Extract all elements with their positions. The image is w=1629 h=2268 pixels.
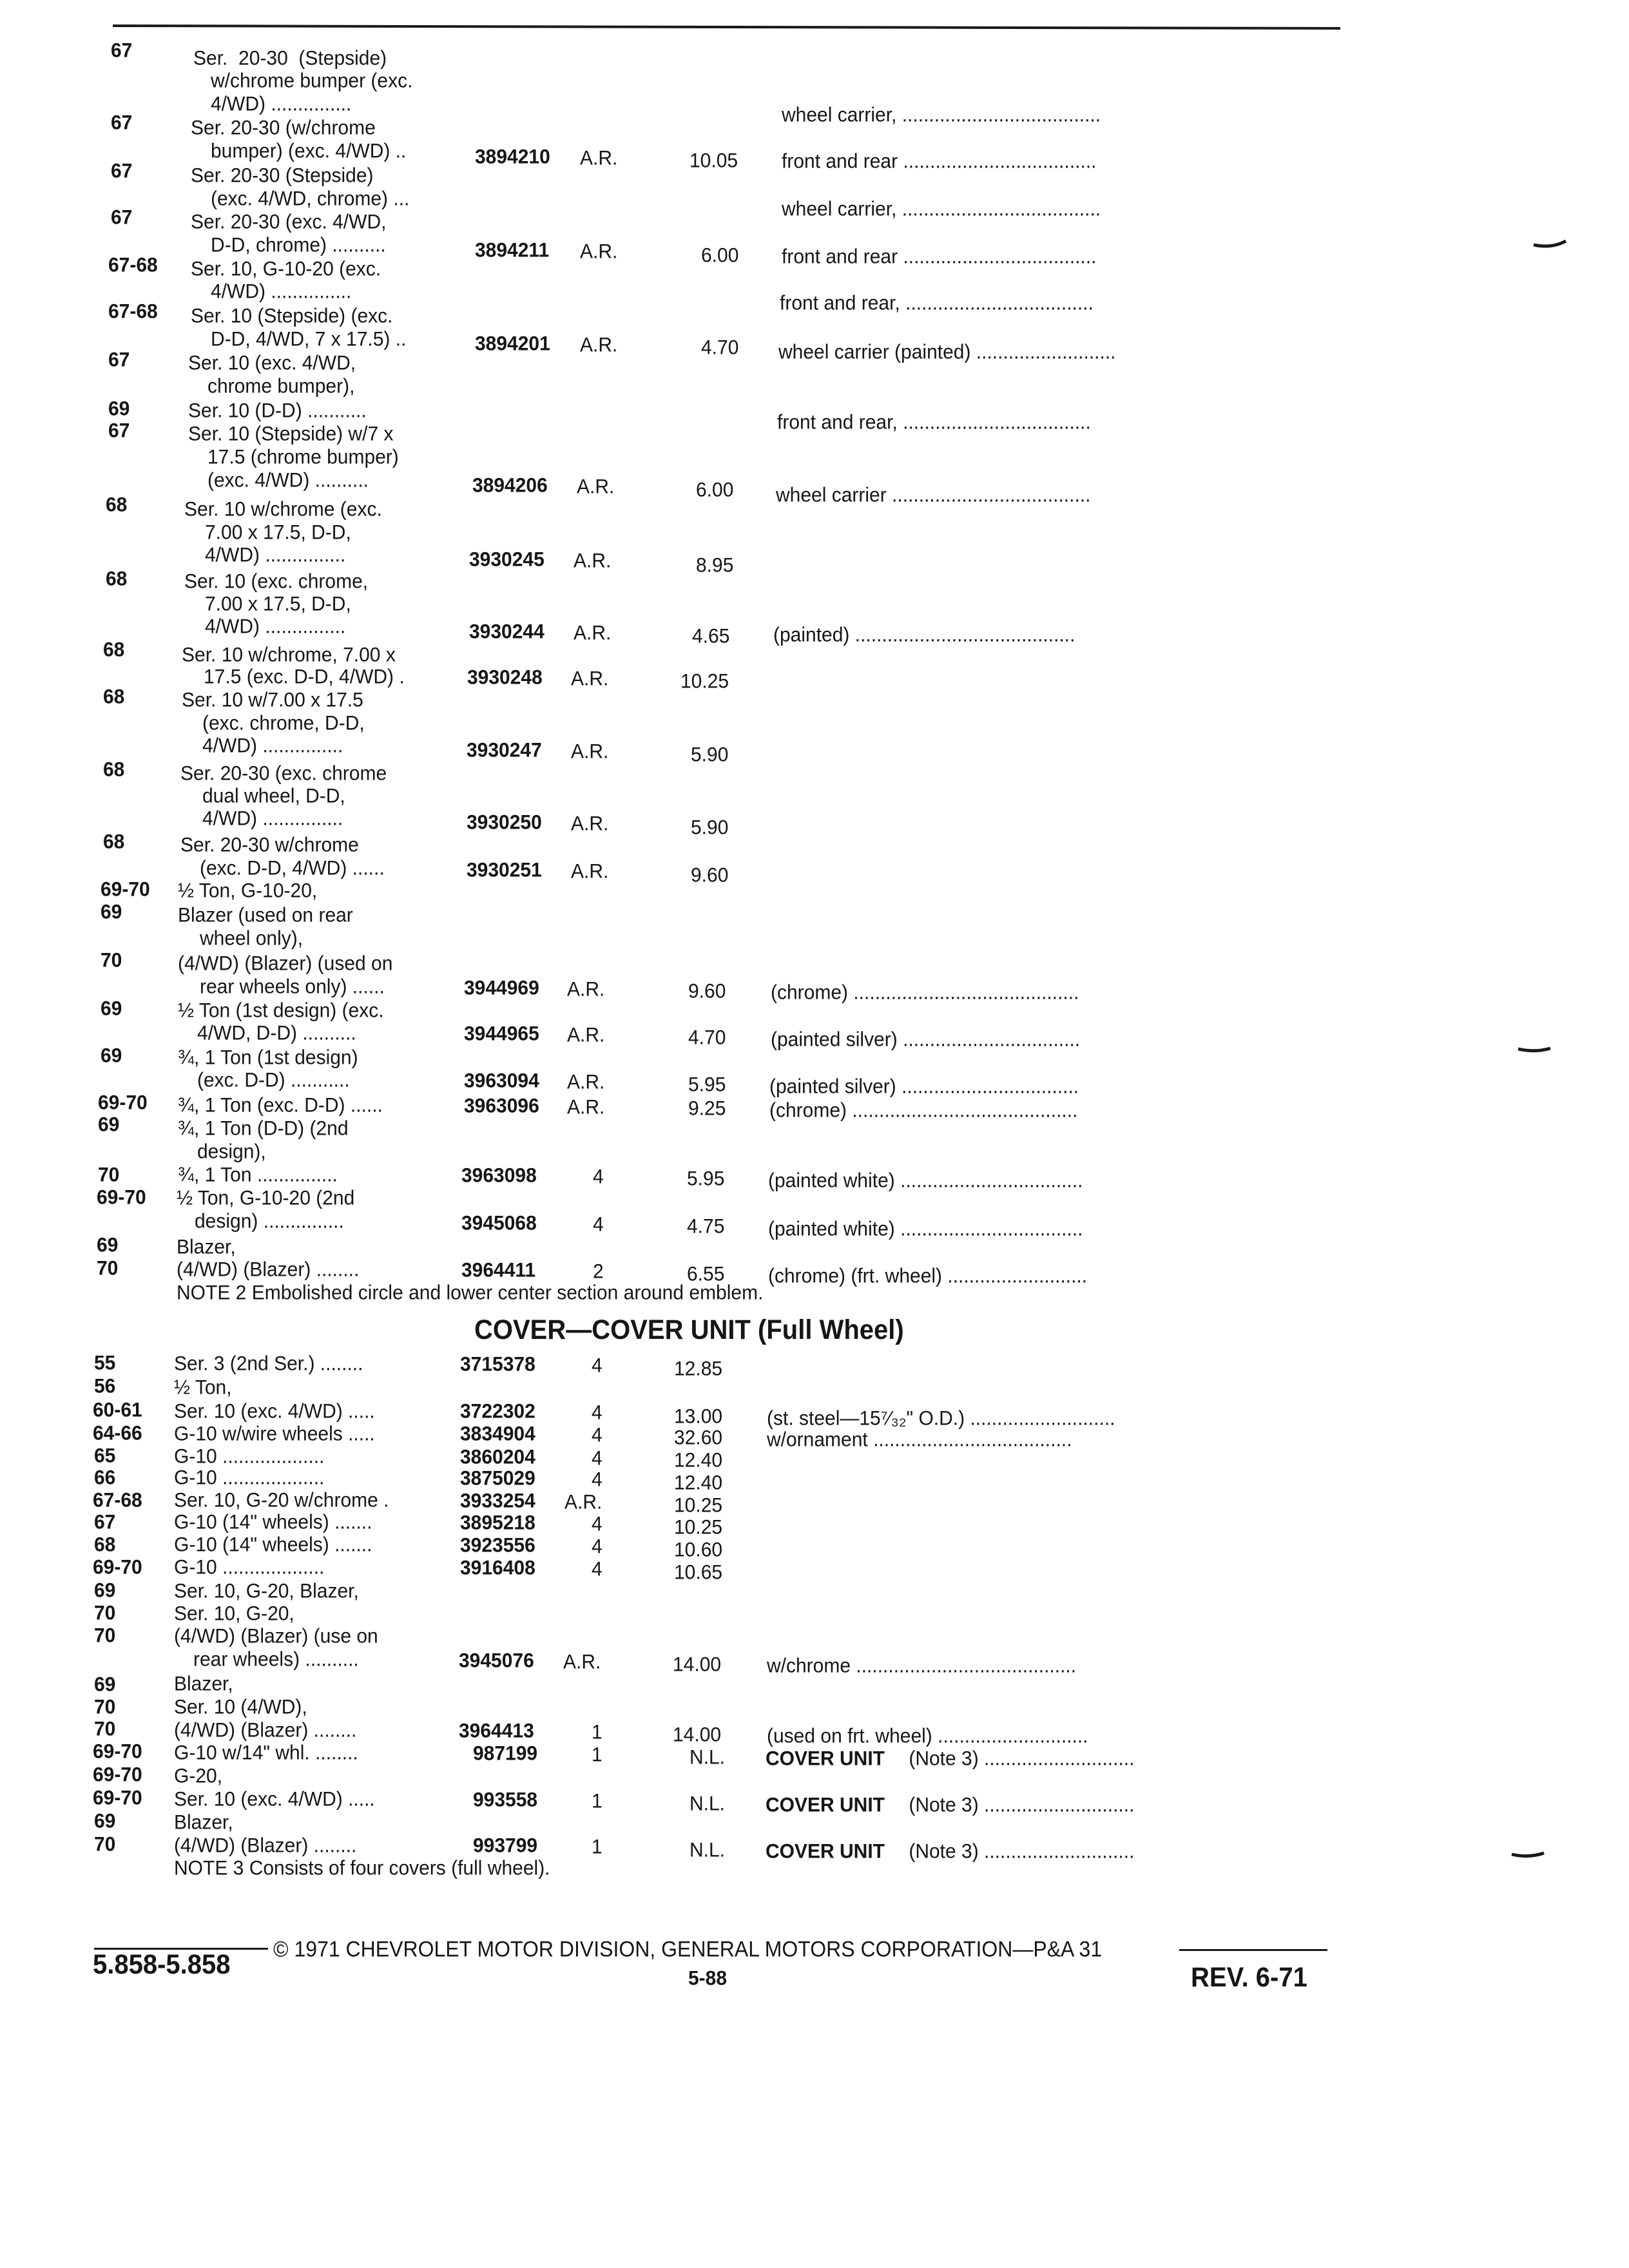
quantity: A.R. xyxy=(571,860,609,883)
price: N.L. xyxy=(689,1839,726,1862)
year-cell: 69 xyxy=(101,1044,122,1068)
price: 14.00 xyxy=(673,1653,722,1677)
application-note: COVER UNIT xyxy=(766,1794,885,1817)
application-note: (Note 3) ............................ xyxy=(903,1840,1135,1863)
part-number: 3930250 xyxy=(467,811,542,834)
quantity: 4 xyxy=(592,1401,602,1425)
price: 9.60 xyxy=(688,980,726,1003)
year-cell: 70 xyxy=(94,1833,116,1856)
quantity: 4 xyxy=(592,1424,602,1447)
description-line: G-10 ................... xyxy=(174,1556,325,1579)
part-number: 3860204 xyxy=(460,1446,535,1469)
application-note: front and rear, ................................... xyxy=(777,411,1091,434)
price: 10.25 xyxy=(680,670,729,693)
application-note: (painted white) .................................. xyxy=(768,1218,1083,1241)
part-number: 3963096 xyxy=(464,1095,539,1118)
year-cell: 70 xyxy=(101,949,122,972)
year-cell: 66 xyxy=(94,1466,116,1490)
application-note: front and rear .................................... xyxy=(782,245,1097,269)
description-line: Ser. 3 (2nd Ser.) ........ xyxy=(174,1352,363,1376)
price: 12.85 xyxy=(674,1358,723,1381)
application-note: w/chrome ......................................... xyxy=(767,1655,1077,1678)
application-note: wheel carrier, ..................................... xyxy=(782,104,1101,127)
price: 4.70 xyxy=(701,336,739,360)
part-number: 3894210 xyxy=(475,146,550,169)
price: 8.95 xyxy=(696,554,734,577)
description-line: (4/WD) (Blazer) ........ xyxy=(177,1258,360,1282)
year-cell: 69-70 xyxy=(97,1186,146,1209)
year-cell: 69 xyxy=(94,1579,116,1602)
description-line: rear wheels) .......... xyxy=(193,1648,359,1671)
year-cell: 69 xyxy=(97,1234,119,1257)
year-cell: 69-70 xyxy=(93,1740,142,1763)
quantity: 4 xyxy=(592,1468,602,1492)
quantity: A.R. xyxy=(564,1491,602,1514)
footnote: NOTE 2 Embolished circle and lower center section around emblem. xyxy=(177,1282,764,1305)
description-line: (4/WD) (Blazer) (used on xyxy=(178,952,393,975)
margin-mark xyxy=(1532,240,1567,249)
price: 5.90 xyxy=(691,816,729,840)
application-note: wheel carrier (painted) .......................... xyxy=(778,341,1116,364)
description-line: Ser. 10, G-20, xyxy=(174,1602,294,1626)
description-line: ¾, 1 Ton (D-D) (2nd xyxy=(178,1117,349,1140)
part-number: 3895218 xyxy=(460,1512,535,1535)
part-number: 3930251 xyxy=(467,859,542,882)
description-line: (exc. 4/WD) .......... xyxy=(207,469,369,492)
description-line: Ser. 10 (exc. 4/WD) ..... xyxy=(174,1788,375,1811)
part-number: 3834904 xyxy=(460,1423,535,1446)
part-number: 3715378 xyxy=(460,1353,535,1376)
application-note: (Note 3) ............................ xyxy=(903,1747,1135,1771)
part-number: 3964411 xyxy=(461,1259,536,1282)
copyright-line: © 1971 CHEVROLET MOTOR DIVISION, GENERAL MOTORS CORPORATION—P&A 31 xyxy=(273,1937,1103,1962)
quantity: 1 xyxy=(592,1721,602,1744)
quantity: 1 xyxy=(592,1836,602,1859)
description-line: ½ Ton, xyxy=(174,1376,232,1399)
description-line: 4/WD) ............... xyxy=(205,615,346,639)
quantity: A.R. xyxy=(567,1024,605,1047)
price: 10.60 xyxy=(674,1539,723,1562)
description-line: 4/WD) ............... xyxy=(202,807,343,831)
application-note: COVER UNIT xyxy=(766,1840,885,1863)
price: 10.25 xyxy=(674,1516,723,1539)
description-line: ½ Ton (1st design) (exc. xyxy=(178,999,384,1023)
price: 4.75 xyxy=(687,1215,725,1238)
quantity: 4 xyxy=(593,1166,604,1189)
year-cell: 69-70 xyxy=(101,878,150,901)
application-note: wheel carrier ..................................... xyxy=(776,484,1091,507)
description-line: Ser. 10 (Stepside) w/7 x xyxy=(188,423,394,446)
part-number: 3945068 xyxy=(461,1212,537,1235)
description-line: G-10 (14" wheels) ....... xyxy=(174,1511,372,1534)
year-cell: 68 xyxy=(94,1533,116,1557)
section-code: 5.858-5.858 xyxy=(93,1949,231,1980)
year-cell: 68 xyxy=(106,568,128,591)
quantity: 1 xyxy=(592,1744,602,1767)
year-cell: 69-70 xyxy=(93,1763,142,1787)
year-cell: 67 xyxy=(108,419,130,443)
price: N.L. xyxy=(689,1746,726,1769)
year-cell: 56 xyxy=(94,1375,116,1398)
description-line: G-10 (14" wheels) ....... xyxy=(174,1533,372,1557)
application-note: COVER UNIT xyxy=(766,1747,885,1771)
description-line: 17.5 (chrome bumper) xyxy=(207,446,399,469)
year-cell: 67 xyxy=(94,1511,116,1534)
description-line: rear wheels only) ...... xyxy=(200,975,385,999)
revision-label: REV. 6-71 xyxy=(1191,1962,1307,1993)
description-line: Ser. 10 (Stepside) (exc. xyxy=(191,305,393,328)
footer-rule-right xyxy=(1179,1949,1327,1951)
year-cell: 70 xyxy=(97,1257,119,1280)
price: 12.40 xyxy=(674,1472,723,1495)
price: 14.00 xyxy=(673,1724,722,1747)
year-cell: 68 xyxy=(106,494,128,517)
quantity: A.R. xyxy=(567,1096,605,1119)
description-line: (exc. D-D) ........... xyxy=(197,1069,350,1092)
description-line: 4/WD) ............... xyxy=(205,544,346,567)
application-note: (used on frt. wheel) ............................ xyxy=(767,1725,1088,1748)
year-cell: 65 xyxy=(94,1445,116,1468)
description-line: design) ............... xyxy=(195,1210,344,1233)
description-line: Blazer, xyxy=(174,1811,233,1834)
application-note: (painted) ......................................... xyxy=(773,624,1075,647)
description-line: 4/WD, D-D) .......... xyxy=(197,1022,356,1045)
price: 6.55 xyxy=(687,1263,725,1286)
quantity: A.R. xyxy=(574,622,612,645)
description-line: D-D, 4/WD, 7 x 17.5) .. xyxy=(211,328,407,351)
year-cell: 70 xyxy=(98,1164,120,1187)
description-line: (exc. 4/WD, chrome) ... xyxy=(211,187,410,211)
quantity: A.R. xyxy=(580,334,618,357)
part-number: 3930245 xyxy=(469,548,545,572)
description-line: Ser. 10 (exc. chrome, xyxy=(184,570,369,593)
quantity: A.R. xyxy=(571,668,609,691)
price: N.L. xyxy=(689,1792,726,1816)
quantity: A.R. xyxy=(574,550,612,573)
quantity: 4 xyxy=(592,1535,602,1559)
description-line: Ser. 20-30 (exc. chrome xyxy=(180,762,387,785)
year-cell: 70 xyxy=(94,1696,116,1719)
application-note: (painted white) .................................. xyxy=(768,1169,1083,1193)
quantity: 4 xyxy=(592,1513,602,1536)
year-cell: 64-66 xyxy=(93,1422,142,1445)
quantity: 4 xyxy=(592,1354,602,1378)
year-cell: 69 xyxy=(101,997,122,1021)
quantity: A.R. xyxy=(567,978,605,1001)
year-cell: 68 xyxy=(103,831,125,854)
description-line: G-10 ................... xyxy=(174,1445,325,1468)
quantity: 4 xyxy=(593,1213,604,1236)
year-cell: 68 xyxy=(103,686,125,709)
year-cell: 69-70 xyxy=(98,1091,148,1115)
application-note: front and rear, ................................... xyxy=(780,292,1094,315)
application-note: (chrome) .......................................... xyxy=(769,1099,1078,1122)
margin-mark xyxy=(1517,1045,1552,1054)
description-line: D-D, chrome) .......... xyxy=(211,234,386,257)
year-cell: 67 xyxy=(111,160,133,183)
year-cell: 70 xyxy=(94,1602,116,1625)
year-cell: 67-68 xyxy=(108,300,158,323)
description-line: ½ Ton, G-10-20, xyxy=(178,879,318,903)
year-cell: 69-70 xyxy=(93,1556,142,1579)
description-line: ¾, 1 Ton (exc. D-D) ...... xyxy=(178,1094,383,1117)
price: 9.60 xyxy=(691,864,729,887)
price: 4.65 xyxy=(692,625,730,648)
description-line: Ser. 10 w/chrome, 7.00 x xyxy=(182,644,396,667)
part-number: 3963094 xyxy=(464,1070,539,1093)
application-note: front and rear .................................... xyxy=(782,150,1097,173)
page-number: 5-88 xyxy=(688,1967,728,1990)
top-rule xyxy=(113,24,1340,30)
description-line: Ser. 10, G-20 w/chrome . xyxy=(174,1489,389,1512)
application-note: (chrome) .......................................... xyxy=(771,981,1079,1004)
quantity: A.R. xyxy=(571,740,609,764)
description-line: G-20, xyxy=(174,1765,223,1788)
description-line: (exc. chrome, D-D, xyxy=(202,712,365,735)
description-line: (exc. D-D, 4/WD) ...... xyxy=(200,857,385,880)
quantity: A.R. xyxy=(563,1651,601,1674)
price: 5.95 xyxy=(688,1073,726,1097)
quantity: 2 xyxy=(593,1260,604,1283)
description-line: ¾, 1 Ton (1st design) xyxy=(178,1046,358,1070)
part-number: 3963098 xyxy=(461,1164,537,1187)
part-number: 3923556 xyxy=(460,1534,535,1557)
part-number: 993558 xyxy=(473,1789,538,1812)
part-number: 3964413 xyxy=(459,1720,534,1743)
description-line: Blazer, xyxy=(174,1673,233,1696)
part-number: 987199 xyxy=(473,1742,538,1765)
part-number: 3916408 xyxy=(460,1557,535,1580)
year-cell: 55 xyxy=(94,1352,116,1375)
quantity: A.R. xyxy=(567,1071,605,1094)
price: 5.90 xyxy=(691,744,729,767)
year-cell: 70 xyxy=(94,1624,116,1648)
part-number: 3944969 xyxy=(464,977,539,1000)
year-cell: 69 xyxy=(94,1810,116,1833)
description-line: Ser. 20-30 (Stepside) xyxy=(193,47,387,70)
description-line: dual wheel, D-D, xyxy=(202,785,345,808)
description-line: bumper) (exc. 4/WD) .. xyxy=(211,140,407,163)
price: 10.65 xyxy=(674,1561,723,1584)
price: 12.40 xyxy=(674,1449,723,1472)
description-line: 4/WD) ............... xyxy=(211,93,352,116)
quantity: 4 xyxy=(592,1558,602,1581)
margin-mark xyxy=(1510,1850,1545,1860)
year-cell: 67-68 xyxy=(93,1489,142,1512)
application-note: wheel carrier, ..................................... xyxy=(782,198,1101,221)
description-line: (4/WD) (Blazer) (use on xyxy=(174,1625,378,1648)
description-line: (4/WD) (Blazer) ........ xyxy=(174,1834,357,1858)
description-line: Ser. 20-30 w/chrome xyxy=(180,834,359,857)
part-number: 3894211 xyxy=(475,239,550,262)
part-number: 3933254 xyxy=(460,1490,535,1513)
part-number: 993799 xyxy=(473,1834,538,1858)
description-line: 7.00 x 17.5, D-D, xyxy=(205,593,351,616)
price: 10.25 xyxy=(674,1494,723,1517)
description-line: Ser. 20-30 (w/chrome xyxy=(191,117,376,140)
application-note: (st. steel—15⁷⁄₃₂" O.D.) ........................... xyxy=(767,1407,1115,1430)
description-line: Ser. 10 (D-D) ........... xyxy=(188,399,367,423)
year-cell: 67 xyxy=(108,349,130,372)
year-cell: 69 xyxy=(94,1673,116,1696)
description-line: Ser. 10 (exc. 4/WD, xyxy=(188,352,356,375)
part-number: 3875029 xyxy=(460,1467,535,1490)
year-cell: 69 xyxy=(108,398,130,421)
part-number: 3930247 xyxy=(467,739,542,762)
description-line: Ser. 10, G-20, Blazer, xyxy=(174,1580,359,1603)
price: 6.00 xyxy=(696,479,734,502)
quantity: 1 xyxy=(592,1790,602,1813)
part-number: 3894201 xyxy=(475,332,550,356)
price: 9.25 xyxy=(688,1097,726,1120)
part-number: 3945076 xyxy=(459,1649,534,1673)
description-line: chrome bumper), xyxy=(207,375,355,398)
price: 4.70 xyxy=(688,1026,726,1050)
price: 6.00 xyxy=(701,244,739,267)
part-number: 3930244 xyxy=(469,620,545,644)
year-cell: 70 xyxy=(94,1718,116,1741)
description-line: Ser. 10 (exc. 4/WD) ..... xyxy=(174,1400,375,1423)
part-number: 3894206 xyxy=(472,474,548,497)
part-number: 3930248 xyxy=(467,666,543,689)
quantity: 4 xyxy=(592,1447,602,1470)
year-cell: 69-70 xyxy=(93,1787,142,1810)
section-heading: COVER—COVER UNIT (Full Wheel) xyxy=(474,1314,904,1345)
year-cell: 68 xyxy=(103,639,125,662)
quantity: A.R. xyxy=(571,812,609,836)
description-line: Ser. 10 w/chrome (exc. xyxy=(184,498,382,521)
price: 10.05 xyxy=(689,149,738,173)
application-note: (painted silver) ................................. xyxy=(769,1075,1079,1099)
footnote: NOTE 3 Consists of four covers (full wheel). xyxy=(174,1857,550,1880)
description-line: Ser. 10 w/7.00 x 17.5 xyxy=(182,689,363,712)
quantity: A.R. xyxy=(580,147,618,170)
description-line: w/chrome bumper (exc. xyxy=(211,70,413,93)
description-line: 4/WD) ............... xyxy=(211,280,352,303)
description-line: ½ Ton, G-10-20 (2nd xyxy=(177,1187,355,1210)
description-line: Ser. 20-30 (exc. 4/WD, xyxy=(191,211,387,234)
year-cell: 67 xyxy=(111,111,133,135)
description-line: Ser. 10 (4/WD), xyxy=(174,1696,307,1719)
year-cell: 69 xyxy=(101,901,122,924)
application-note: (Note 3) ............................ xyxy=(903,1794,1135,1817)
quantity: A.R. xyxy=(580,240,618,264)
description-line: G-10 w/14" whl. ........ xyxy=(174,1742,358,1765)
description-line: G-10 ................... xyxy=(174,1466,325,1490)
description-line: Ser. 20-30 (Stepside) xyxy=(191,164,374,187)
year-cell: 68 xyxy=(103,758,125,782)
application-note: (painted silver) ................................. xyxy=(771,1028,1081,1052)
description-line: ¾, 1 Ton ............... xyxy=(178,1164,338,1187)
description-line: (4/WD) (Blazer) ........ xyxy=(174,1719,357,1742)
year-cell: 60-61 xyxy=(93,1399,142,1422)
description-line: 4/WD) ............... xyxy=(202,735,343,758)
application-note: w/ornament ..................................... xyxy=(767,1428,1072,1452)
part-number: 3722302 xyxy=(460,1400,535,1423)
quantity: A.R. xyxy=(577,476,615,499)
description-line: G-10 w/wire wheels ..... xyxy=(174,1423,375,1446)
description-line: Ser. 10, G-10-20 (exc. xyxy=(191,258,381,281)
part-number: 3944965 xyxy=(464,1023,539,1046)
price: 5.95 xyxy=(687,1168,725,1191)
description-line: wheel only), xyxy=(200,927,304,950)
year-cell: 67 xyxy=(111,206,133,229)
year-cell: 69 xyxy=(98,1113,120,1137)
description-line: Blazer, xyxy=(177,1236,236,1259)
price: 13.00 xyxy=(674,1405,723,1428)
price: 32.60 xyxy=(674,1427,723,1450)
year-cell: 67 xyxy=(111,39,133,62)
application-note: (chrome) (frt. wheel) .......................... xyxy=(768,1265,1088,1288)
description-line: Blazer (used on rear xyxy=(178,904,353,927)
year-cell: 67-68 xyxy=(108,254,158,277)
description-line: design), xyxy=(197,1140,266,1164)
description-line: 17.5 (exc. D-D, 4/WD) . xyxy=(204,666,405,689)
description-line: 7.00 x 17.5, D-D, xyxy=(205,521,351,544)
